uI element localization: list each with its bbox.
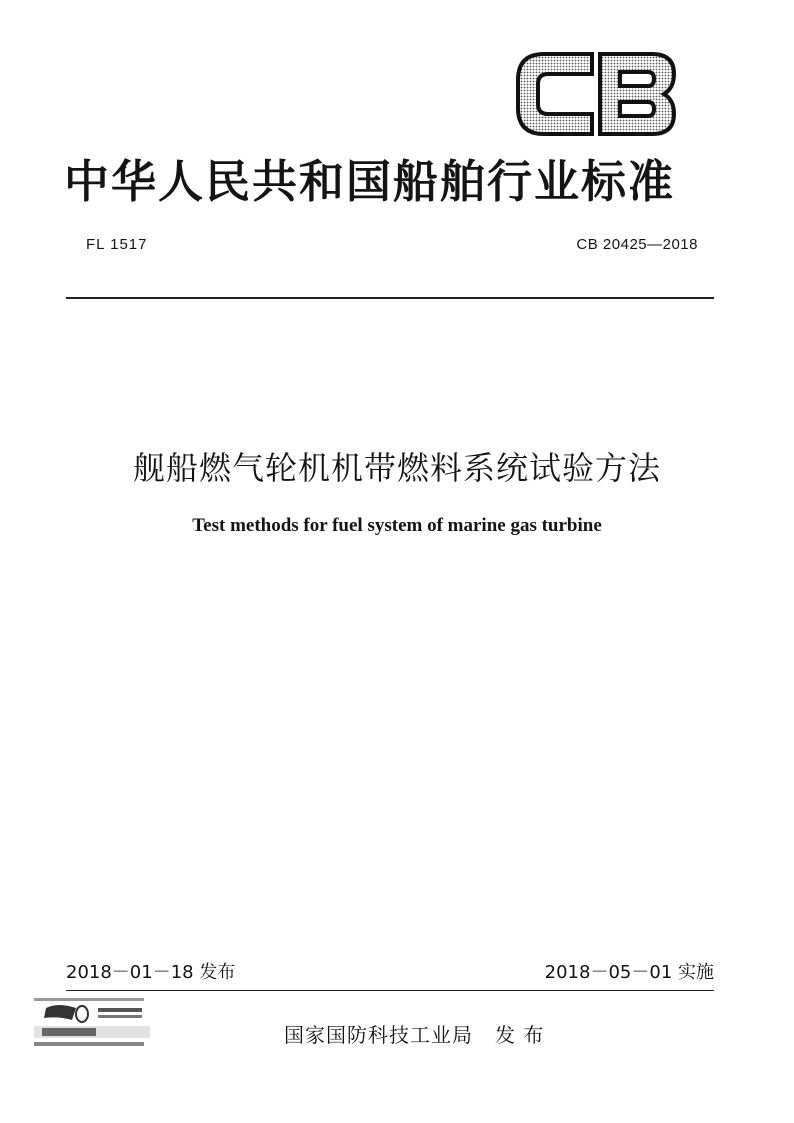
standard-category-title: 中华人民共和国船舶行业标准 (64, 155, 676, 208)
issuer-action: 发 布 (495, 1023, 545, 1047)
issuer (284, 1019, 544, 1048)
cb-logo-icon (514, 50, 678, 138)
implementation-date: 2018－05－01 实施 (544, 962, 714, 983)
standard-number: CB 20425—2018 (576, 236, 698, 253)
issuer-name: 国家国防科技工业局 (284, 1023, 473, 1047)
issue-date: 2018－01－18 发布 (66, 962, 236, 983)
document-title-en: Test methods for fuel system of marine gas turbine (192, 515, 602, 536)
footer-divider (66, 990, 714, 991)
anti-counterfeit-stamp-icon (28, 996, 158, 1052)
header-divider (66, 297, 714, 299)
classification-code: FL 1517 (86, 236, 148, 253)
document-title-cn: 舰船燃气轮机机带燃料系统试验方法 (132, 449, 661, 487)
